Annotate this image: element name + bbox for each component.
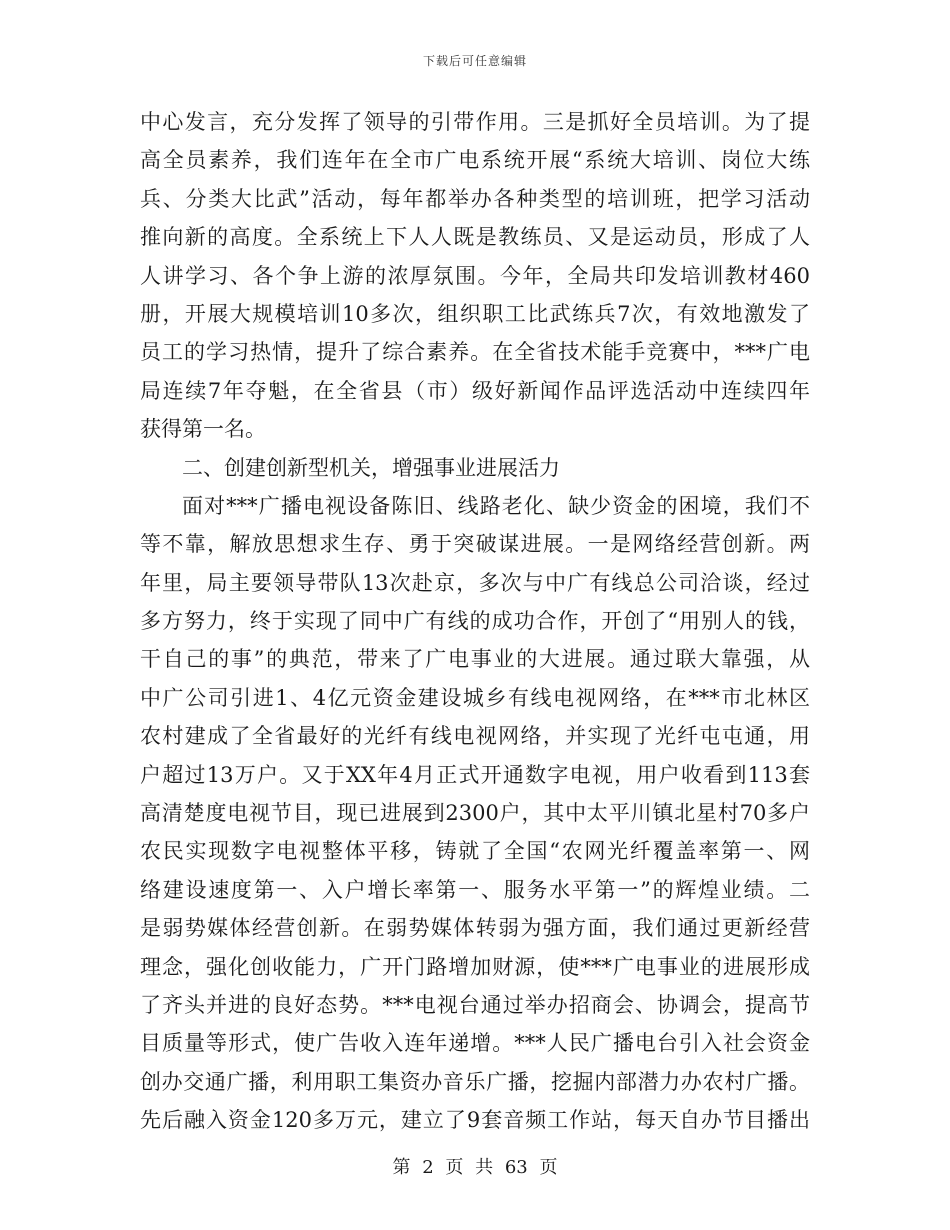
text-line: 理念，强化创收能力，广开门路增加财源，使***广电事业的进展形成 bbox=[140, 954, 810, 979]
text-line: 农民实现数字电视整体平移，铸就了全国“农网光纤覆盖率第一、网 bbox=[140, 839, 810, 864]
text-line: 兵、分类大比武”活动，每年都举办各种类型的培训班，把学习活动 bbox=[140, 186, 810, 211]
text-line: 中心发言，充分发挥了领导的引带作用。三是抓好全员培训。为了提 bbox=[140, 110, 810, 134]
text-line: 员工的学习热情，提升了综合素养。在全省技术能手竞赛中，***广电 bbox=[140, 340, 810, 365]
page-header-note: 下载后可任意编辑 bbox=[422, 54, 527, 68]
text-line: 络建设速度第一、入户增长率第一、服务水平第一”的辉煌业绩。二 bbox=[140, 877, 810, 902]
text-line: 干自己的事”的典范，带来了广电事业的大进展。通过联大靠强，从 bbox=[140, 647, 810, 672]
text-line: 了齐头并进的良好态势。***电视台通过举办招商会、协调会，提高节 bbox=[140, 992, 810, 1017]
page-number-footer: 第 2 页 共 63 页 bbox=[392, 1157, 558, 1178]
text-line: 目质量等形式，使广告收入连年递增。***人民广播电台引入社会资金 bbox=[140, 1031, 810, 1056]
text-line: 创办交通广播，利用职工集资办音乐广播，挖掘内部潜力办农村广播。 bbox=[140, 1069, 810, 1094]
text-line: 户超过13万户。又于XX年4月正式开通数字电视，用户收看到113套 bbox=[140, 762, 810, 787]
text-line: 等不靠，解放思想求生存、勇于突破谋进展。一是网络经营创新。两 bbox=[140, 532, 810, 557]
text-line: 中广公司引进1、4亿元资金建设城乡有线电视网络，在***市北林区 bbox=[140, 685, 810, 710]
text-line: 册，开展大规模培训10多次，组织职工比武练兵7次，有效地激发了 bbox=[140, 301, 810, 326]
text-line: 年里，局主要领导带队13次赴京，多次与中广有线总公司洽谈，经过 bbox=[140, 570, 810, 595]
text-line: 农村建成了全省最好的光纤有线电视网络，并实现了光纤屯屯通，用 bbox=[140, 724, 810, 749]
text-line: 先后融入资金120多万元，建立了9套音频工作站，每天自办节目播出 bbox=[140, 1108, 810, 1133]
text-line: 面对***广播电视设备陈旧、线路老化、缺少资金的困境，我们不 bbox=[182, 493, 810, 518]
text-line: 推向新的高度。全系统上下人人既是教练员、又是运动员，形成了人 bbox=[140, 225, 810, 250]
document-body bbox=[140, 103, 810, 1140]
text-line: 获得第一名。 bbox=[140, 417, 266, 442]
text-line: 高全员素养，我们连年在全市广电系统开展“系统大培训、岗位大练 bbox=[140, 148, 810, 173]
text-line: 人讲学习、各个争上游的浓厚氛围。今年，全局共印发培训教材460 bbox=[140, 263, 810, 288]
text-line: 局连续7年夺魁，在全省县（市）级好新闻作品评选活动中连续四年 bbox=[140, 378, 810, 403]
text-line: 多方努力，终于实现了同中广有线的成功合作，开创了“用别人的钱， bbox=[140, 609, 810, 634]
section-heading: 二、创建创新型机关，增强事业进展活力 bbox=[182, 455, 560, 480]
text-line: 高清楚度电视节目，现已进展到2300户，其中太平川镇北星村70多户 bbox=[140, 801, 810, 826]
text-line: 是弱势媒体经营创新。在弱势媒体转弱为强方面，我们通过更新经营 bbox=[140, 916, 810, 941]
